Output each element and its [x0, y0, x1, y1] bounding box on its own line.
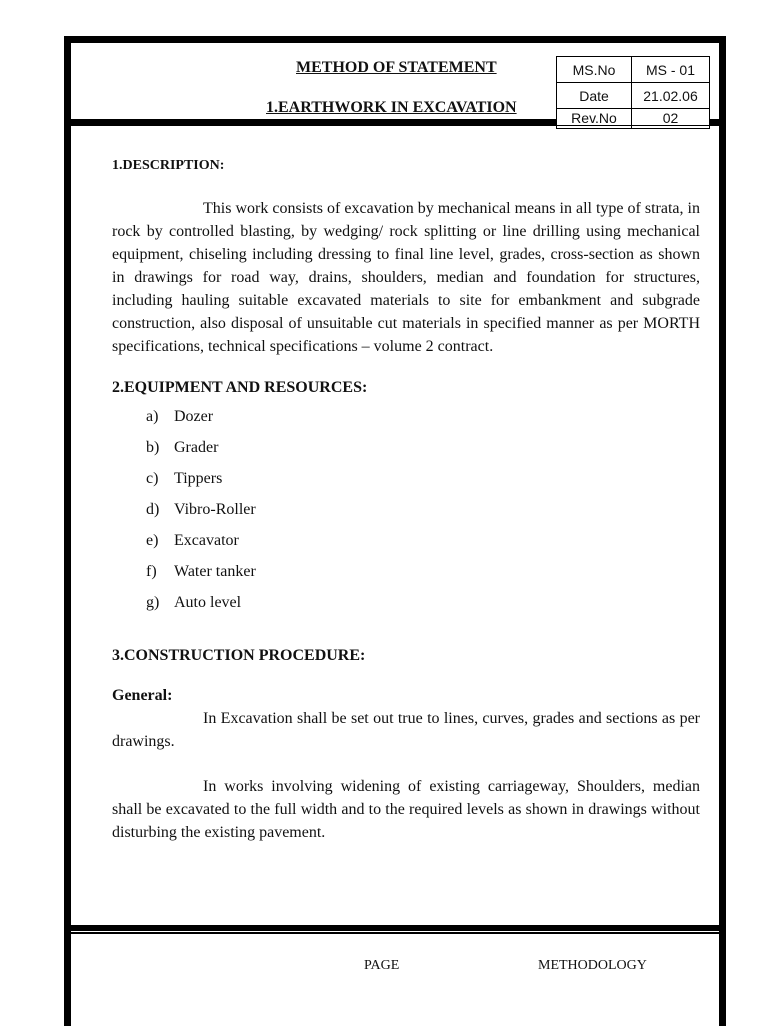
info-key: Date: [557, 83, 632, 109]
info-value: 21.02.06: [632, 83, 710, 109]
general-subheading: General:: [112, 687, 173, 704]
info-key: Rev.No: [557, 109, 632, 126]
equipment-heading: 2.EQUIPMENT AND RESOURCES:: [112, 379, 368, 396]
footer-divider-thin: [64, 932, 726, 934]
footer-divider: [64, 925, 726, 931]
info-row-ms-no: [557, 57, 710, 83]
procedure-heading: 3.CONSTRUCTION PROCEDURE:: [112, 647, 366, 664]
list-item: a) Dozer: [146, 408, 214, 425]
document-title: METHOD OF STATEMENT: [296, 59, 497, 76]
description-text: This work consists of excavation by mechanical means in all type of strata, in rock by controlled blasting, by wedging/ rock splitting or line drilling using mechanical equipment, chiseling including dressing to final line level, grades, cross-section as shown in drawings for road way, drains, shoulders, median and foundation for structures, including hauling suitable excavated materials to site for embankment and subgrade construction, also disposal of unsuitable cut materials in specified manner as per MORTH specifications, technical specifications – volume 2 contract.: [112, 200, 700, 355]
document-body: [112, 154, 700, 844]
list-item: d) Vibro-Roller: [146, 501, 256, 518]
footer-page-label: PAGE: [364, 958, 400, 973]
info-row-date: [557, 83, 710, 109]
info-value: 02: [632, 109, 710, 126]
list-item: f) Water tanker: [146, 563, 256, 580]
document-subtitle: 1.EARTHWORK IN EXCAVATION: [266, 99, 517, 116]
document-info-table: [556, 56, 710, 129]
list-item: g) Auto level: [146, 594, 242, 611]
procedure-paragraph-2: In works involving widening of existing carriageway, Shoulders, median shall be excavated to the full width and to the required levels as shown in drawings without disturbing the existing pavement.: [112, 778, 700, 841]
list-item: c) Tippers: [146, 470, 223, 487]
info-key: MS.No: [557, 57, 632, 83]
footer-section-label: METHODOLOGY: [538, 958, 647, 973]
info-row-blank: [557, 126, 710, 129]
procedure-paragraph-1: In Excavation shall be set out true to lines, curves, grades and sections as per drawings.: [112, 710, 700, 750]
description-heading: 1.DESCRIPTION:: [112, 158, 225, 173]
info-row-rev-no: [557, 109, 710, 126]
list-item: e) Excavator: [146, 532, 239, 549]
list-item: b) Grader: [146, 439, 219, 456]
info-value: MS - 01: [632, 57, 710, 83]
equipment-list: [112, 405, 700, 622]
